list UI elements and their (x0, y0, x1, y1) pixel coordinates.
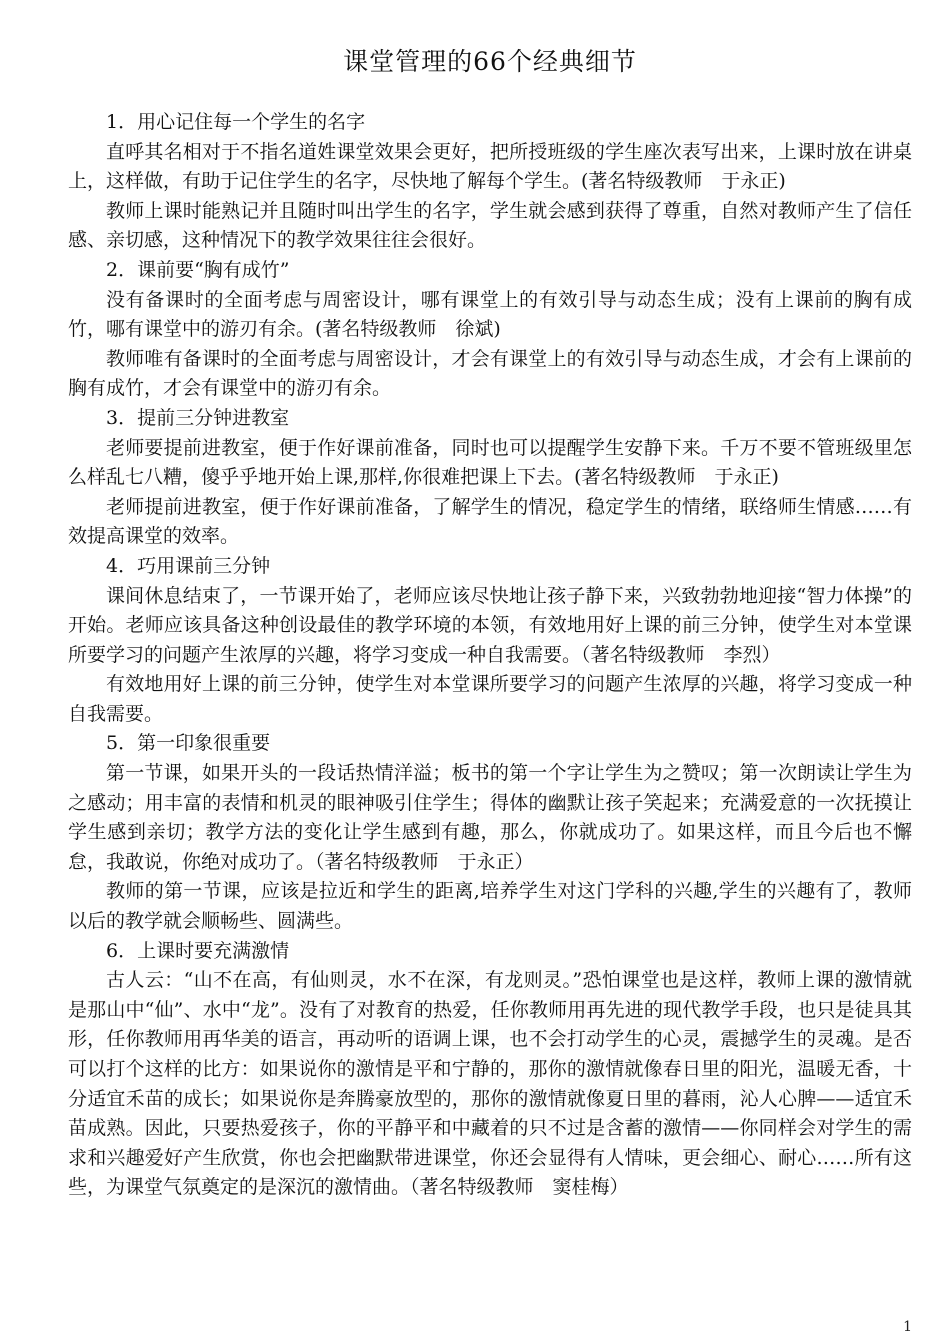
paragraph: 老师提前进教室，便于作好课前准备，了解学生的情况，稳定学生的情绪，联络师生情感……有效提高课堂的效率。 (68, 495, 912, 548)
section-5 (68, 729, 912, 936)
paragraph: 古人云：“山不在高，有仙则灵，水不在深，有龙则灵。”恐怕课堂也是这样，教师上课的激情就是那山中“仙”、水中“龙”。没有了对教育的热爱，任你教师用再先进的现代教学手段，也只是徒具其形，任你教师用再华美的语言，再动听的语调上课，也不会打动学生的心灵，震撼学生的灵魂。是否可以打个这样的比方：如果说你的激情是平和宁静的，那你的激情就像春日里的阳光，温暖无香，十分适宜禾苗的成长；如果说你是奔腾豪放型的，那你的激情就像夏日里的暮雨，沁人心脾——适宜禾苗成熟。因此，只要热爱孩子，你的平静平和中藏着的只不过是含蓄的激情——你同样会对学生的需求和兴趣爱好产生欣赏，你也会把幽默带进课堂，你还会显得有人情味，更会细心、耐心……所有这些，为课堂气氛奠定的是深沉的激情曲。（著名特级教师 窦桂梅） (68, 969, 912, 1199)
paragraph: 教师上课时能熟记并且随时叫出学生的名字，学生就会感到获得了尊重，自然对教师产生了信任感、亲切感，这种情况下的教学效果往往会很好。 (68, 199, 912, 252)
section-heading: 2．课前要“胸有成竹” (106, 258, 290, 281)
section-heading: 1．用心记住每一个学生的名字 (106, 111, 366, 133)
paragraph: 老师要提前进教室，便于作好课前准备，同时也可以提醒学生安静下来。千万不要不管班级里怎么样乱七八糟，傻乎乎地开始上课,那样,你很难把课上下去。(著名特级教师 于永正) (68, 436, 912, 489)
section-heading: 3．提前三分钟进教室 (106, 406, 290, 429)
section-heading: 5．第一印象很重要 (106, 732, 271, 755)
paragraph: 第一节课，如果开头的一段话热情洋溢；板书的第一个字让学生为之赞叹；第一次朗读让学生为之感动；用丰富的表情和机灵的眼神吸引住学生；得体的幽默让孩子笑起来；充满爱意的一次抚摸让学生感到亲切；教学方法的变化让学生感到有趣，那么，你就成功了。如果这样，而且今后也不懈怠，我敢说，你绝对成功了。（著名特级教师 于永正） (68, 762, 912, 873)
section-heading: 6．上课时要充满激情 (106, 939, 290, 962)
paragraph: 教师唯有备课时的全面考虑与周密设计，才会有课堂上的有效引导与动态生成，才会有上课前的胸有成竹，才会有课堂中的游刃有余。 (68, 347, 912, 400)
paragraph: 直呼其名相对于不指名道姓课堂效果会更好，把所授班级的学生座次表写出来，上课时放在讲桌上，这样做，有助于记住学生的名字，尽快地了解每个学生。(著名特级教师 于永正) (68, 140, 912, 193)
paragraph: 教师的第一节课，应该是拉近和学生的距离,培养学生对这门学科的兴趣,学生的兴趣有了，教师以后的教学就会顺畅些、圆满些。 (68, 880, 912, 933)
section-3 (68, 404, 912, 552)
section-2 (68, 256, 912, 404)
paragraph: 有效地用好上课的前三分钟，使学生对本堂课所要学习的问题产生浓厚的兴趣，将学习变成一种自我需要。 (68, 673, 912, 725)
document-page (68, 0, 912, 1342)
document-body (68, 108, 912, 1203)
paragraph: 没有备课时的全面考虑与周密设计，哪有课堂上的有效引导与动态生成；没有上课前的胸有成竹，哪有课堂中的游刃有余。(著名特级教师 徐斌) (68, 288, 912, 341)
section-6 (68, 937, 912, 1203)
section-4 (68, 552, 912, 730)
section-1 (68, 108, 912, 256)
page-number: 1 (903, 1319, 912, 1335)
paragraph: 课间休息结束了，一节课开始了，老师应该尽快地让孩子静下来，兴致勃勃地迎接“智力体操”的开始。老师应该具备这种创设最佳的教学环境的本领，有效地用好上课的前三分钟，使学生对本堂课所要学习的问题产生浓厚的兴趣，将学习变成一种自我需要。（著名特级教师 李烈） (68, 584, 912, 666)
page-title: 课堂管理的66个经典细节 (343, 47, 637, 76)
section-heading: 4．巧用课前三分钟 (106, 554, 271, 577)
